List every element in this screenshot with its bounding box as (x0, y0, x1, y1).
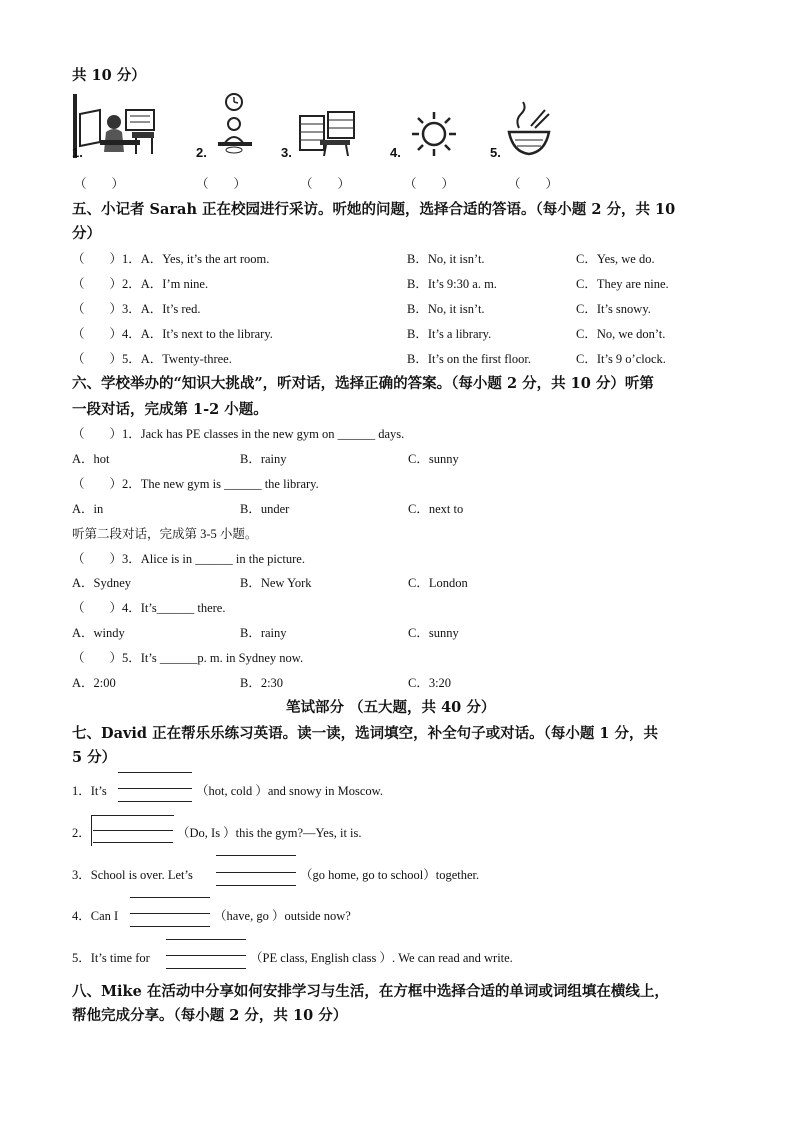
fill-item-prefix: 2． (72, 826, 91, 840)
question-stem: （ ）3．A．It’s red. (72, 302, 201, 316)
classroom-icon (70, 92, 165, 162)
option-b: B．under (240, 502, 290, 516)
fill-item-suffix: （hot, cold ）and snowy in Moscow. (196, 784, 384, 798)
section5-title-cont: 分） (72, 225, 101, 242)
fill-item-suffix: （Do, Is ）this the gym?—Yes, it is. (177, 826, 362, 840)
clock-boy-icon (210, 92, 260, 162)
option-c: C．sunny (408, 452, 459, 466)
option-c: C．next to (408, 502, 464, 516)
question-stem: （ ）1．A．Yes, it’s the art room. (72, 252, 270, 266)
option-a: A．2:00 (72, 676, 116, 690)
library-icon (298, 92, 360, 162)
fill-item-suffix: （go home, go to school）together. (300, 868, 480, 882)
option-b: B．2:30 (240, 676, 284, 690)
answer-blank[interactable] (130, 913, 210, 914)
option-b: B．rainy (240, 626, 287, 640)
option-b: B．New York (240, 576, 312, 590)
answer-bracket[interactable]: （ ） (404, 177, 455, 191)
question-stem: （ ）2．The new gym is ______ the library. (72, 477, 319, 491)
blank-line (166, 939, 246, 940)
picture-number: 4. (390, 145, 401, 160)
question-stem: （ ）1．Jack has PE classes in the new gym on ______ days. (72, 427, 405, 441)
sub-instruction: 听第二段对话，完成第 3-5 小题。 (72, 527, 258, 541)
option-c: C．London (408, 576, 468, 590)
question-stem: （ ）4．It’s______ there. (72, 601, 226, 615)
question-stem: （ ）5．A．Twenty-three. (72, 352, 232, 366)
option-b: B．rainy (240, 452, 287, 466)
option-b: B．No, it isn’t. (407, 302, 485, 316)
option-c: C．They are nine. (576, 277, 669, 291)
option-c: C．It’s 9 o’clock. (576, 352, 666, 366)
option-b: B．No, it isn’t. (407, 252, 485, 266)
written-part-header: 笔试部分 （五大题，共 40 分） (286, 699, 496, 716)
option-b: B．It’s a library. (407, 327, 492, 341)
question-stem: （ ）2．A．I’m nine. (72, 277, 209, 291)
fill-item-prefix: 1．It’s (72, 784, 107, 798)
fill-item-prefix: 4．Can I (72, 909, 119, 923)
hot-bowl-icon (505, 92, 553, 162)
option-c: C．No, we don’t. (576, 327, 666, 341)
option-a: A．hot (72, 452, 110, 466)
picture-number: 3. (281, 145, 292, 160)
blank-line (216, 855, 296, 856)
section5-title: 五、小记者 Sarah 正在校园进行采访。听她的问题，选择合适的答语。（每小题 2 分，共 10 (72, 201, 676, 218)
section4-score-tail: 共 10 分） (72, 67, 146, 84)
option-a: A．in (72, 502, 104, 516)
section8-title-cont: 帮他完成分享。（每小题 2 分，共 10 分） (72, 1007, 348, 1024)
answer-blank[interactable] (166, 955, 246, 956)
answer-blank[interactable] (216, 872, 296, 873)
question-stem: （ ）5．It’s ______p. m. in Sydney now. (72, 651, 304, 665)
picture-number: 5. (490, 145, 501, 160)
blank-line (118, 772, 192, 773)
answer-blank[interactable] (118, 788, 192, 789)
section7-title: 七、David 正在帮乐乐练习英语。读一读，选词填空，补全句子或对话。（每小题 1 分，共 (72, 725, 659, 742)
fill-item-suffix: （PE class, English class ）. We can read and write. (250, 951, 513, 965)
question-stem: （ ）3．Alice is in ______ in the picture. (72, 552, 305, 566)
option-c: C．3:20 (408, 676, 452, 690)
option-c: C．Yes, we do. (576, 252, 655, 266)
option-a: A．windy (72, 626, 125, 640)
option-c: C．sunny (408, 626, 459, 640)
picture-number: 1. (72, 145, 83, 160)
blank-line (118, 801, 192, 802)
answer-blank[interactable] (93, 830, 173, 831)
option-b: B．It’s 9:30 a. m. (407, 277, 497, 291)
option-a: A．Sydney (72, 576, 132, 590)
fill-item-prefix: 5．It’s time for (72, 951, 150, 965)
blank-line (216, 885, 296, 886)
blank-line (130, 926, 210, 927)
blank-line (166, 968, 246, 969)
section7-title-cont: 5 分） (72, 749, 117, 766)
section8-title: 八、Mike 在活动中分享如何安排学习与生活，在方框中选择合适的单词或词组填在横线上， (72, 983, 669, 1000)
fill-item-prefix: 3．School is over. Let’s (72, 868, 193, 882)
option-c: C．It’s snowy. (576, 302, 651, 316)
picture-number: 2. (196, 145, 207, 160)
section6-title: 六、学校举办的“知识大挑战”，听对话，选择正确的答案。（每小题 2 分，共 10 分）听第 (72, 375, 654, 392)
option-b: B．It’s on the first floor. (407, 352, 531, 366)
answer-bracket[interactable]: （ ） (196, 177, 247, 191)
question-stem: （ ）4．A．It’s next to the library. (72, 327, 273, 341)
answer-bracket[interactable]: （ ） (300, 177, 351, 191)
blank-line (93, 842, 173, 843)
answer-bracket[interactable]: （ ） (74, 177, 125, 191)
blank-line (130, 897, 210, 898)
fill-item-suffix: （have, go ）outside now? (214, 909, 351, 923)
sun-icon (410, 92, 460, 162)
answer-bracket[interactable]: （ ） (508, 177, 559, 191)
section6-title-cont: 一段对话，完成第 1-2 小题。 (72, 401, 268, 418)
